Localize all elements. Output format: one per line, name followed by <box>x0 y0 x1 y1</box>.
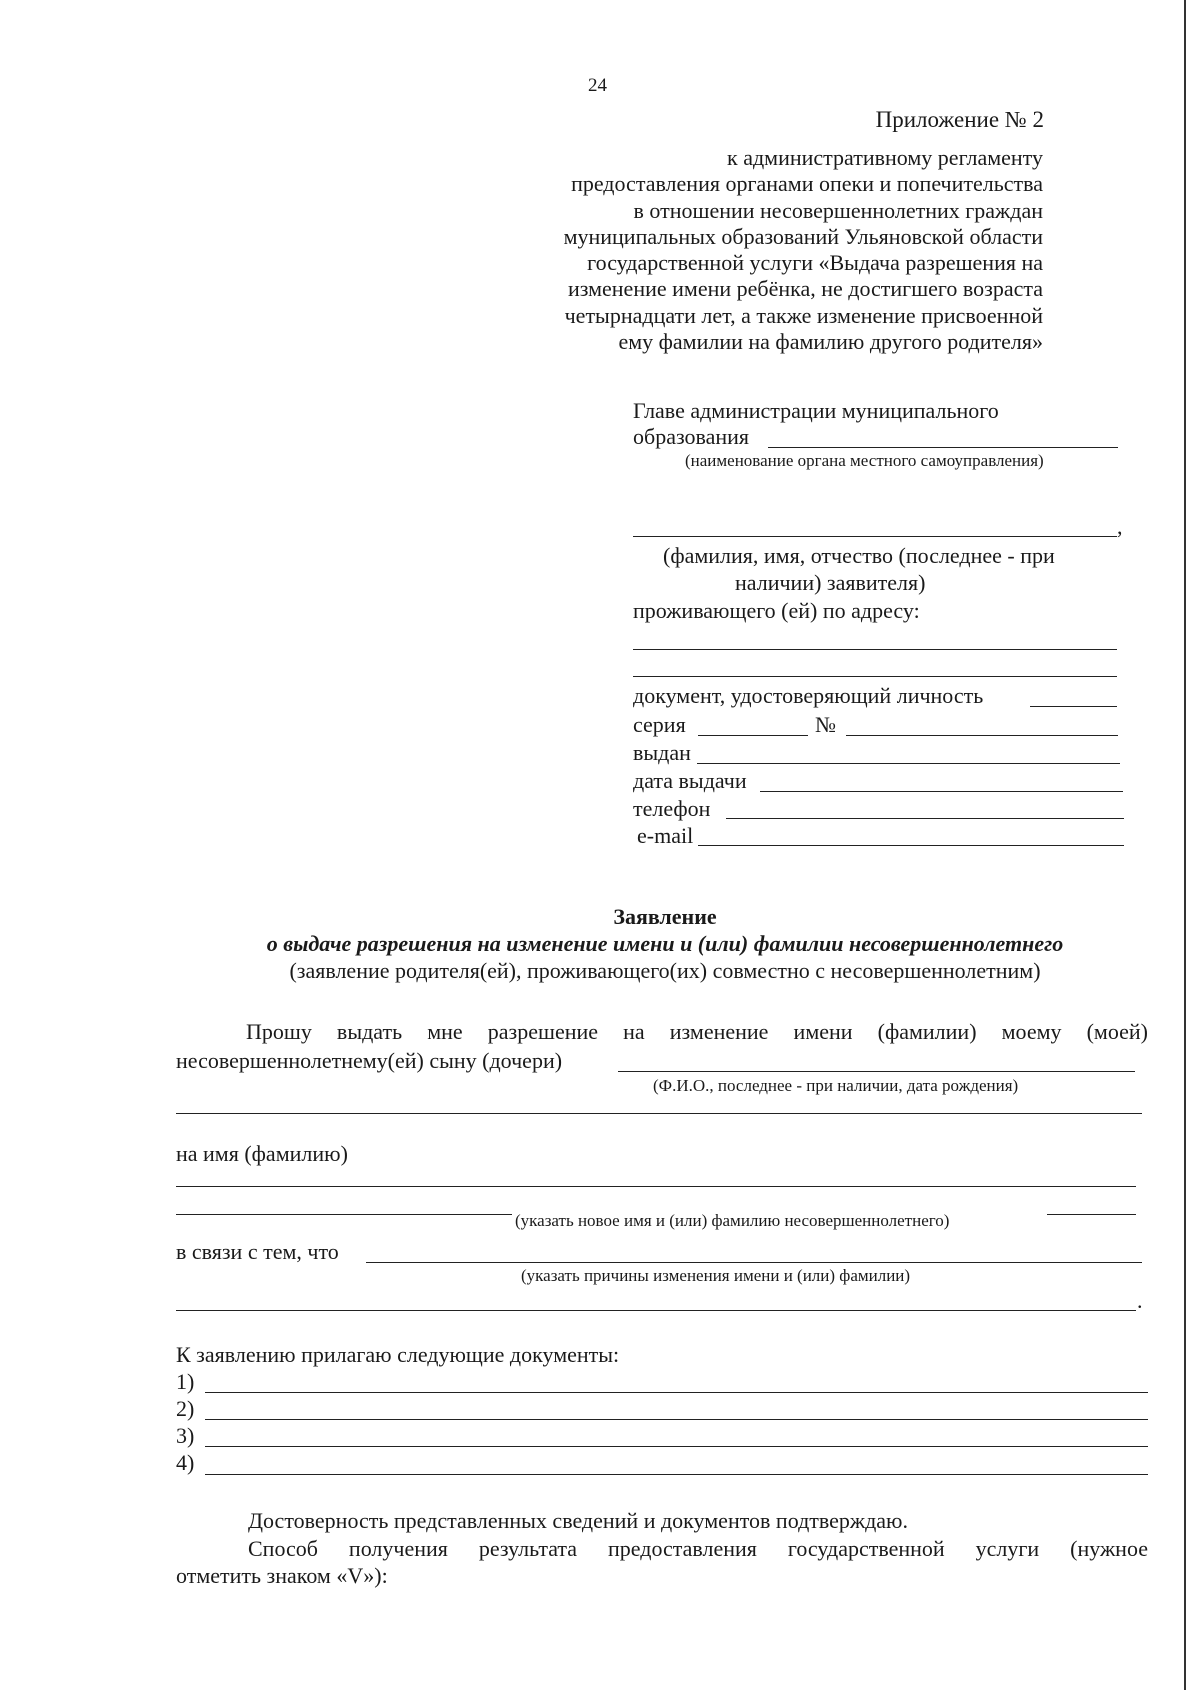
child-name-field[interactable] <box>618 1071 1135 1072</box>
attachment-field-1[interactable] <box>205 1392 1148 1393</box>
residing-label: проживающего (ей) по адресу: <box>633 598 920 623</box>
statement-subtitle: о выдаче разрешения на изменение имени и (или) фамилии несовершеннолетнего <box>266 931 1064 956</box>
method-line-1: Способ получения результата предоставления государственной услуги (нужное <box>248 1536 1148 1561</box>
child-name-field-2[interactable] <box>176 1113 1142 1114</box>
period: . <box>1137 1288 1143 1313</box>
annex-line: к административному регламенту <box>727 145 1043 170</box>
issue-date-label: дата выдачи <box>633 768 747 793</box>
comma: , <box>1117 514 1123 539</box>
issued-field[interactable] <box>697 763 1120 764</box>
phone-label: телефон <box>633 796 711 821</box>
annex-line: муниципальных образований Ульяновской области <box>563 223 1043 249</box>
hint-org: (наименование органа местного самоуправления) <box>685 451 1044 470</box>
page-number: 24 <box>588 75 607 96</box>
email-label: e-mail <box>637 823 694 848</box>
request-line-2: несовершеннолетнему(ей) сыну (дочери) <box>176 1048 563 1073</box>
addressee-line2: образования <box>633 424 750 449</box>
reason-field-1[interactable] <box>366 1262 1142 1263</box>
attachment-number: 2) <box>176 1396 195 1421</box>
attachment-number: 3) <box>176 1423 195 1448</box>
org-name-field[interactable] <box>768 447 1118 448</box>
new-name-field-1[interactable] <box>176 1186 1136 1187</box>
attachment-field-4[interactable] <box>205 1474 1148 1475</box>
attachments-label: К заявлению прилагаю следующие документы: <box>176 1342 620 1367</box>
hint-name-2: наличии) заявителя) <box>735 570 926 595</box>
id-document-label: документ, удостоверяющий личность <box>633 683 984 708</box>
attachment-number: 4) <box>176 1450 195 1475</box>
hint-child: (Ф.И.О., последнее - при наличии, дата рождения) <box>653 1076 1019 1095</box>
address-field-2[interactable] <box>633 676 1117 677</box>
annex-title: Приложение № 2 <box>875 107 1044 132</box>
new-name-field-2a[interactable] <box>176 1214 512 1215</box>
issue-date-field[interactable] <box>760 791 1123 792</box>
attachment-field-2[interactable] <box>205 1419 1148 1420</box>
series-field[interactable] <box>698 735 808 736</box>
number-field[interactable] <box>846 735 1118 736</box>
confirmation-text: Достоверность представленных сведений и документов подтверждаю. <box>248 1508 908 1533</box>
phone-field[interactable] <box>726 818 1124 819</box>
hint-reason: (указать причины изменения имени и (или) фамилии) <box>521 1266 911 1285</box>
reason-label: в связи с тем, что <box>176 1239 339 1264</box>
hint-new-name: (указать новое имя и (или) фамилию несовершеннолетнего) <box>515 1211 950 1230</box>
page-edge-line <box>1184 0 1186 1690</box>
statement-title: Заявление <box>613 904 717 929</box>
number-sign: № <box>815 712 836 737</box>
request-line-1: Прошу выдать мне разрешение на изменение имени (фамилии) моему (моей) <box>246 1019 1148 1044</box>
annex-line: предоставления органами опеки и попечительства <box>571 171 1043 197</box>
annex-description <box>564 145 1043 355</box>
annex-line: государственной услуги «Выдача разрешения на <box>587 250 1043 276</box>
attachment-number: 1) <box>176 1369 195 1394</box>
annex-line: в отношении несовершеннолетних граждан <box>633 197 1043 223</box>
attachment-field-3[interactable] <box>205 1446 1148 1447</box>
statement-note: (заявление родителя(ей), проживающего(их) совместно с несовершеннолетним) <box>289 958 1041 983</box>
series-label: серия <box>633 712 686 737</box>
annex-line: четырнадцати лет, а также изменение присвоенной <box>564 302 1043 328</box>
new-name-field-2b[interactable] <box>1047 1214 1136 1215</box>
new-name-label: на имя (фамилию) <box>176 1141 348 1166</box>
issued-label: выдан <box>633 740 691 765</box>
email-field[interactable] <box>698 845 1124 846</box>
method-line-2: отметить знаком «V»): <box>176 1563 388 1588</box>
reason-field-2[interactable] <box>176 1310 1136 1311</box>
address-field-1[interactable] <box>633 649 1117 650</box>
annex-line: ему фамилии на фамилию другого родителя» <box>618 329 1043 355</box>
applicant-name-field[interactable] <box>633 536 1117 537</box>
addressee-line1: Главе администрации муниципального <box>633 398 999 423</box>
hint-name-1: (фамилия, имя, отчество (последнее - при <box>663 543 1055 568</box>
id-document-field[interactable] <box>1030 706 1117 707</box>
annex-line: изменение имени ребёнка, не достигшего возраста <box>567 276 1043 302</box>
